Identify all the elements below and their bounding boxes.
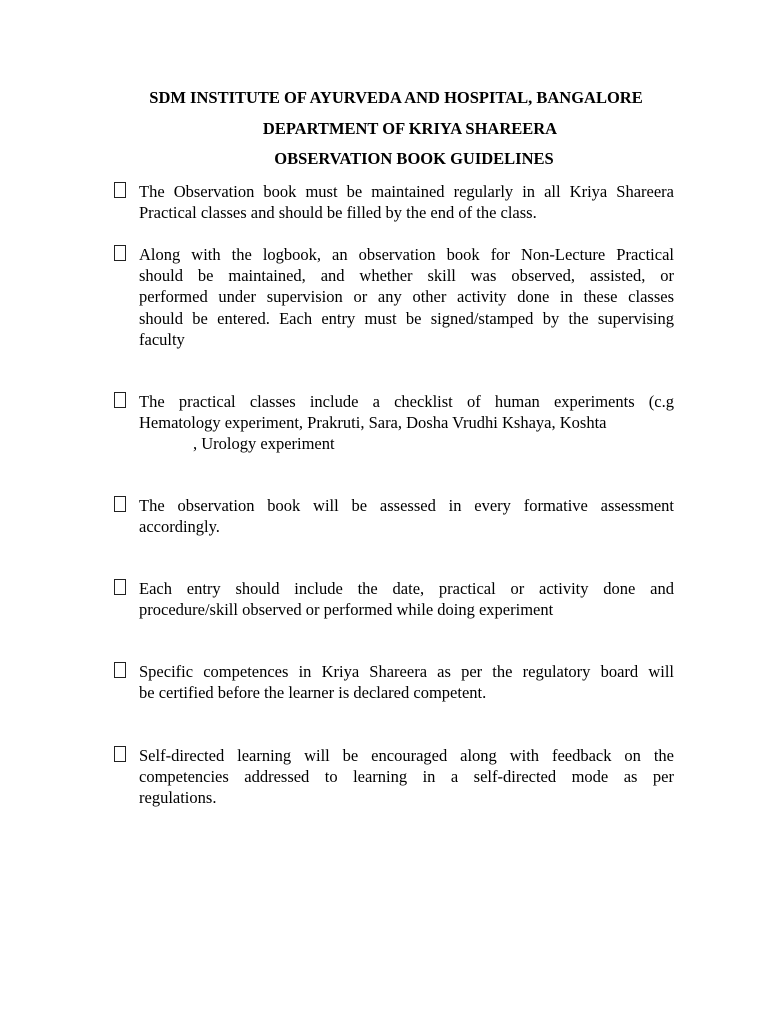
guideline-text: Along with the logbook, an observation book for Non-Lecture Practical should be maintained, and whether skill was observed, assisted, or performed under supervision or any other activity done in these classes should be entered. Each entry must be signed/stamped by the supervising faculty [139, 245, 674, 349]
bullet-icon [114, 662, 126, 678]
bullet-icon [114, 245, 126, 261]
guideline-text: The Observation book must be maintained regularly in all Kriya Shareera Practical classes and should be filled by the end of the class. [139, 182, 674, 223]
bullet-icon [114, 182, 126, 198]
department-heading: DEPARTMENT OF KRIYA SHAREERA [262, 119, 558, 138]
bullet-icon [114, 746, 126, 762]
guideline-text: The practical classes include a checklist of human experiments (c.g Hematology experiment, Prakruti, Sara, Dosha Vrudhi Kshaya, Koshta , Urology experiment [139, 392, 674, 454]
page-title: OBSERVATION BOOK GUIDELINES [274, 149, 554, 168]
guideline-text: The observation book will be assessed in every formative assessment accordingly. [139, 496, 674, 537]
guideline-text: Self-directed learning will be encouraged along with feedback on the competencies addressed to learning in a self-directed mode as per regulations. [139, 746, 674, 808]
guideline-text: Specific competences in Kriya Shareera as per the regulatory board will be certified before the learner is declared competent. [139, 662, 674, 703]
guideline-text: Each entry should include the date, practical or activity done and procedure/skill observed or performed while doing experiment [139, 579, 674, 620]
institute-heading: SDM INSTITUTE OF AYURVEDA AND HOSPITAL, BANGALORE [149, 88, 643, 107]
bullet-icon [114, 579, 126, 595]
bullet-icon [114, 496, 126, 512]
bullet-icon [114, 392, 126, 408]
